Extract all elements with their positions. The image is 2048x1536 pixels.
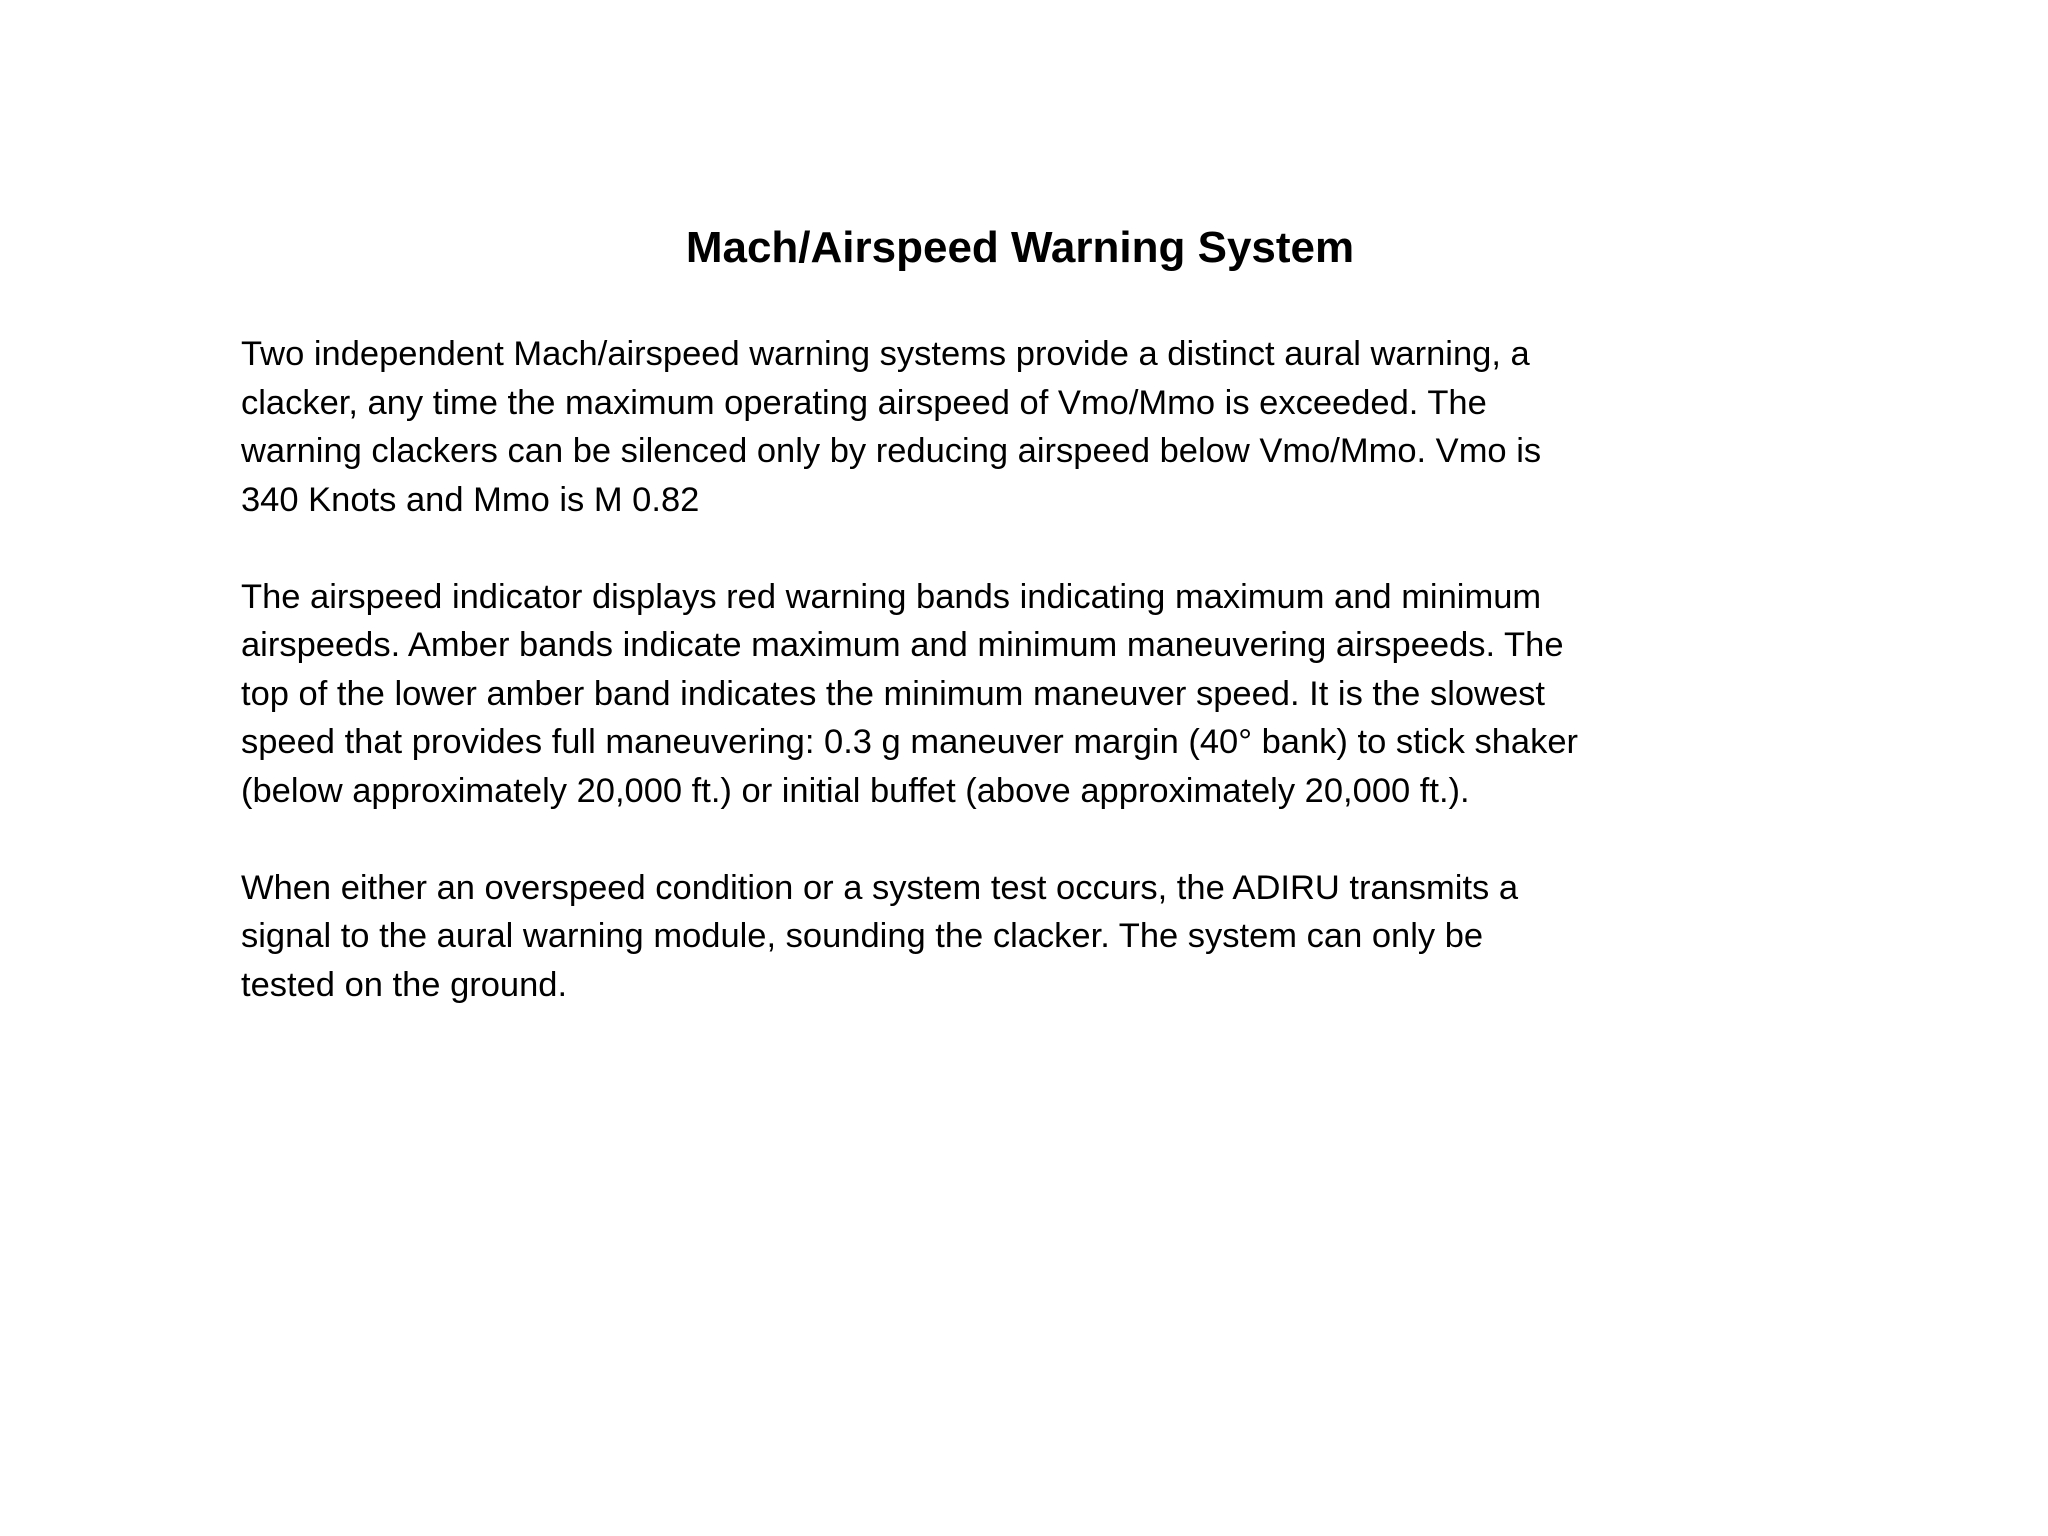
slide-body: [241, 330, 1581, 1058]
paragraph-system-test: When either an overspeed condition or a system test occurs, the ADIRU transmits a signal to the aural warning module, sounding the clacker. The system can only be tested on the ground.: [241, 868, 1519, 1004]
slide-title: Mach/Airspeed Warning System: [685, 223, 1355, 272]
paragraph-airspeed-indicator-bands: The airspeed indicator displays red warning bands indicating maximum and minimum airspeeds. Amber bands indicate maximum and minimum maneuvering airspeeds. The top of the lower amber band indicates the minimum maneuver speed. It is the slowest speed that provides full maneuvering: 0.3 g maneuver margin (40° bank) to stick shaker (below approximately 20,000 ft.) or initial buffet (above approximately 20,000 ft.).: [241, 577, 1578, 810]
paragraph-mach-airspeed-warning: Two independent Mach/airspeed warning systems provide a distinct aural warning, a clacker, any time the maximum operating airspeed of Vmo/Mmo is exceeded. The warning clackers can be silenced only by reducing airspeed below Vmo/Mmo. Vmo is 340 Knots and Mmo is M 0.82: [241, 335, 1542, 519]
